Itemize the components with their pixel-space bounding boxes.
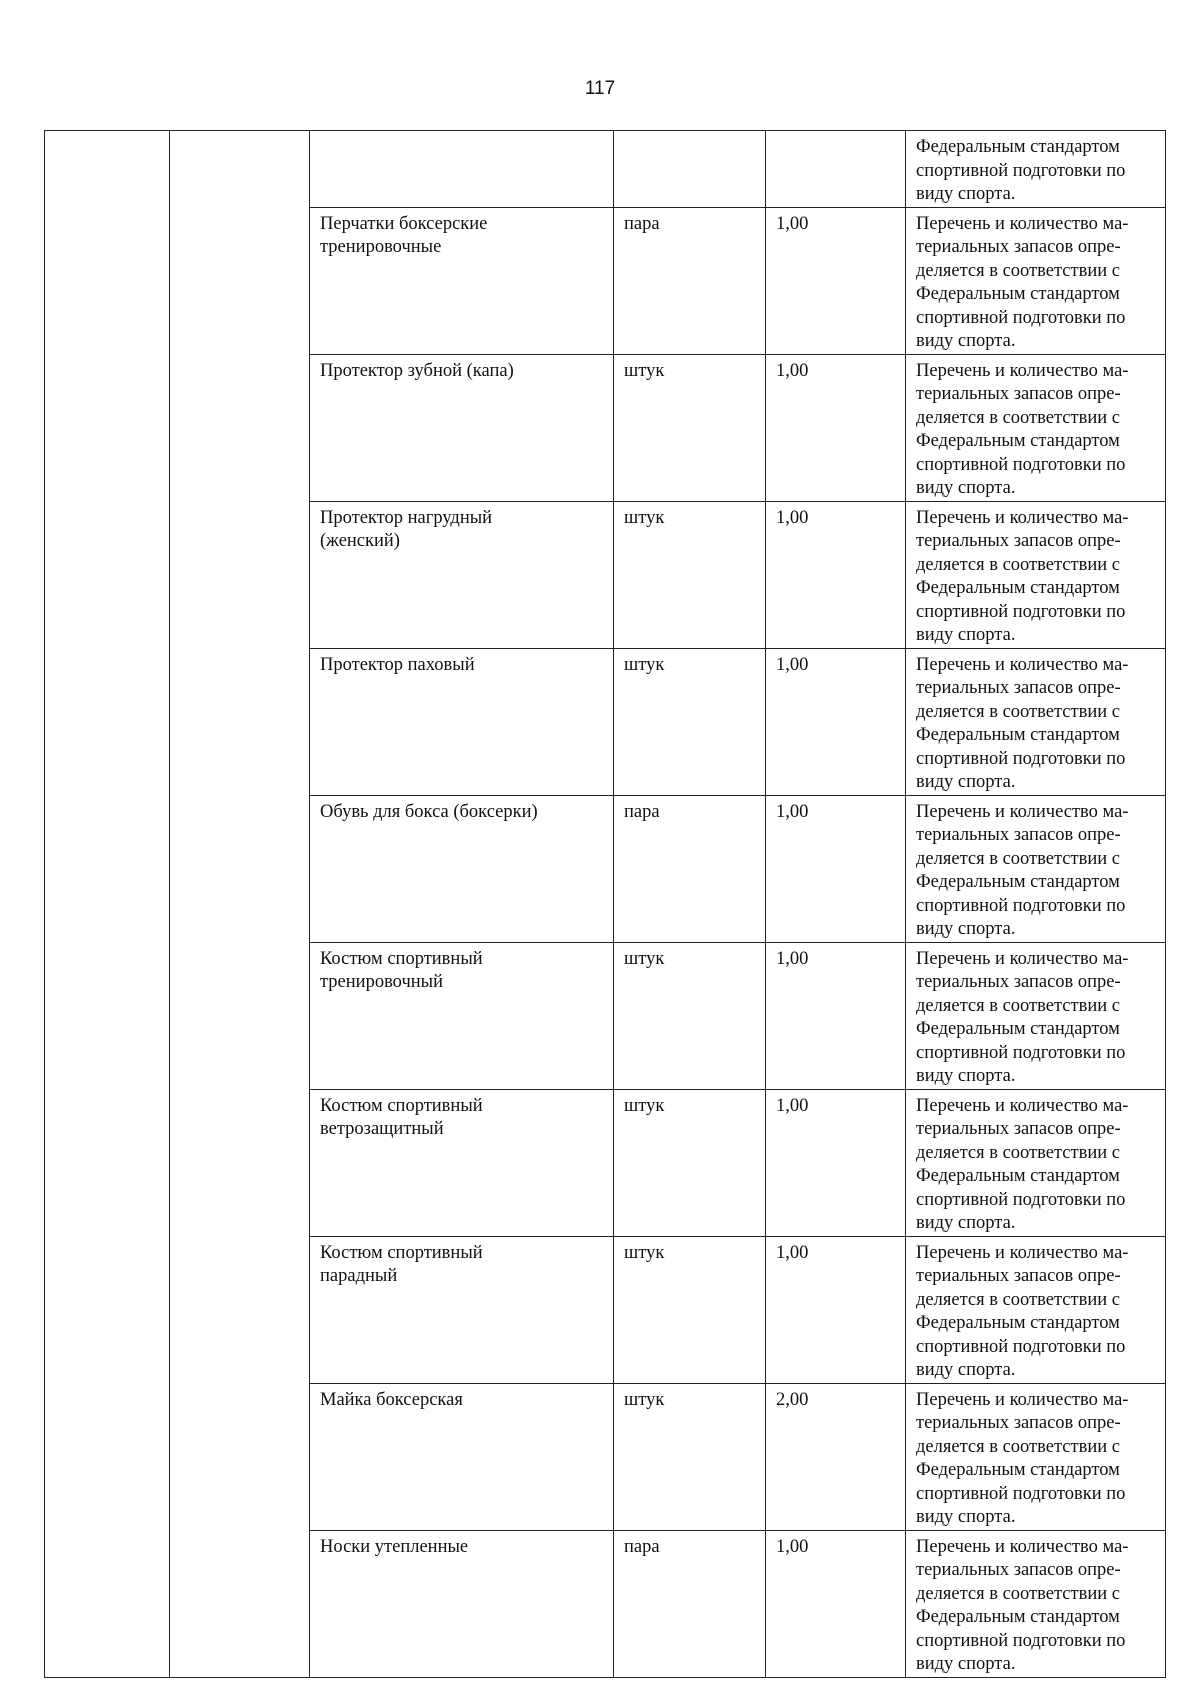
- merged-empty-cell: [45, 131, 170, 1678]
- note-cell: Перечень и количество ма- териальных запасов опре- деляется в соответствии с Федеральным стандартом спортивной подготовки по виду спорта.: [906, 501, 1166, 648]
- page-number: 117: [584, 78, 616, 99]
- item-name-cell: Протектор зубной (капа): [310, 354, 614, 501]
- note-cell: Перечень и количество ма- териальных запасов опре- деляется в соответствии с Федеральным стандартом спортивной подготовки по виду спорта.: [906, 354, 1166, 501]
- note-cell: Перечень и количество ма- териальных запасов опре- деляется в соответствии с Федеральным стандартом спортивной подготовки по виду спорта.: [906, 942, 1166, 1089]
- item-name-cell: Майка боксерская: [310, 1383, 614, 1530]
- table-body: [45, 131, 1166, 1678]
- note-cell: Федеральным стандартом спортивной подготовки по виду спорта.: [906, 131, 1166, 208]
- unit-cell: [614, 131, 766, 208]
- note-cell: Перечень и количество ма- териальных запасов опре- деляется в соответствии с Федеральным стандартом спортивной подготовки по виду спорта.: [906, 648, 1166, 795]
- unit-cell: штук: [614, 1383, 766, 1530]
- item-name-cell: Костюм спортивный ветрозащитный: [310, 1089, 614, 1236]
- merged-empty-cell: [170, 131, 310, 1678]
- quantity-cell: 2,00: [766, 1383, 906, 1530]
- unit-cell: штук: [614, 354, 766, 501]
- note-cell: Перечень и количество ма- териальных запасов опре- деляется в соответствии с Федеральным стандартом спортивной подготовки по виду спорта.: [906, 1236, 1166, 1383]
- unit-cell: пара: [614, 207, 766, 354]
- unit-cell: штук: [614, 1236, 766, 1383]
- note-cell: Перечень и количество ма- териальных запасов опре- деляется в соответствии с Федеральным стандартом спортивной подготовки по виду спорта.: [906, 1383, 1166, 1530]
- quantity-cell: 1,00: [766, 795, 906, 942]
- equipment-table: [44, 130, 1166, 1678]
- item-name-cell: Костюм спортивный парадный: [310, 1236, 614, 1383]
- item-name-cell: Перчатки боксерские тренировочные: [310, 207, 614, 354]
- quantity-cell: 1,00: [766, 1530, 906, 1677]
- quantity-cell: 1,00: [766, 354, 906, 501]
- unit-cell: штук: [614, 648, 766, 795]
- unit-cell: пара: [614, 795, 766, 942]
- note-cell: Перечень и количество ма- териальных запасов опре- деляется в соответствии с Федеральным стандартом спортивной подготовки по виду спорта.: [906, 795, 1166, 942]
- item-name-cell: Протектор паховый: [310, 648, 614, 795]
- unit-cell: штук: [614, 942, 766, 1089]
- quantity-cell: 1,00: [766, 1236, 906, 1383]
- note-cell: Перечень и количество ма- териальных запасов опре- деляется в соответствии с Федеральным стандартом спортивной подготовки по виду спорта.: [906, 1530, 1166, 1677]
- unit-cell: штук: [614, 501, 766, 648]
- note-cell: Перечень и количество ма- териальных запасов опре- деляется в соответствии с Федеральным стандартом спортивной подготовки по виду спорта.: [906, 1089, 1166, 1236]
- quantity-cell: 1,00: [766, 501, 906, 648]
- item-name-cell: Носки утепленные: [310, 1530, 614, 1677]
- item-name-cell: Костюм спортивный тренировочный: [310, 942, 614, 1089]
- table-row: [45, 131, 1166, 208]
- item-name-cell: Протектор нагрудный (женский): [310, 501, 614, 648]
- quantity-cell: 1,00: [766, 207, 906, 354]
- quantity-cell: 1,00: [766, 648, 906, 795]
- item-name-cell: Обувь для бокса (боксерки): [310, 795, 614, 942]
- quantity-cell: 1,00: [766, 1089, 906, 1236]
- unit-cell: штук: [614, 1089, 766, 1236]
- note-cell: Перечень и количество ма- териальных запасов опре- деляется в соответствии с Федеральным стандартом спортивной подготовки по виду спорта.: [906, 207, 1166, 354]
- quantity-cell: [766, 131, 906, 208]
- unit-cell: пара: [614, 1530, 766, 1677]
- item-name-cell: [310, 131, 614, 208]
- quantity-cell: 1,00: [766, 942, 906, 1089]
